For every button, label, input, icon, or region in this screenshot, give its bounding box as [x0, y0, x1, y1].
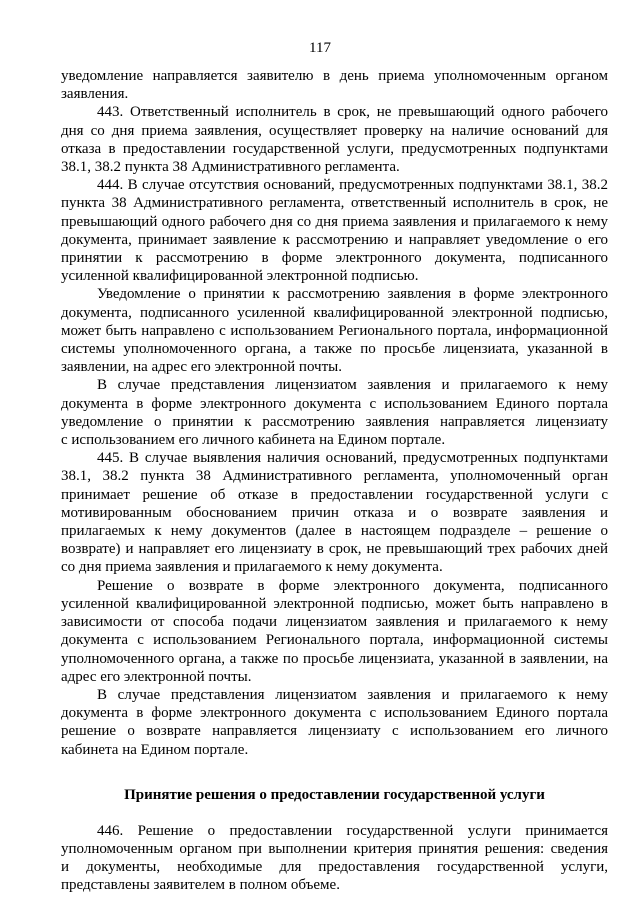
paragraph	[61, 67, 608, 103]
paragraph-line: с использованием его личного кабинета на Едином портале.	[61, 432, 446, 449]
paragraph-line: документа, подписанного усиленной квалифицированной электронной подписью,	[61, 304, 608, 321]
paragraph-line: уполномоченным органом при выполнении критерия принятия решения: сведения	[61, 840, 608, 857]
paragraph-line: Уведомление о принятии к рассмотрению заявления в форме электронного	[97, 286, 608, 303]
paragraph	[61, 822, 608, 895]
paragraph-line: уведомление направляется заявителю в день приема уполномоченным органом	[61, 68, 608, 84]
paragraph-line: Решение о возврате в форме электронного документа, подписанного	[97, 577, 608, 594]
paragraph-line: документа в форме электронного документа с использованием Единого портала	[61, 705, 608, 722]
paragraph-line: отказа в предоставлении государственной услуги, предусмотренных подпунктами	[61, 140, 608, 157]
paragraph-line: В случае представления лицензиатом заявления и прилагаемого к нему	[97, 377, 608, 394]
paragraph-line: дня со дня приема заявления, осуществляет проверку на наличие оснований для	[61, 122, 608, 139]
paragraph-line: уполномоченного органа, а также по просьбе лицензиата, указанной в заявлении, на	[61, 650, 608, 667]
paragraph-line: В случае представления лицензиатом заявления и прилагаемого к нему	[97, 686, 608, 703]
paragraph-line: и документы, необходимые для предоставления государственной услуги,	[61, 859, 608, 876]
paragraph-line: представлены заявителем в полном объеме.	[61, 877, 340, 894]
paragraph	[61, 577, 608, 686]
paragraph-line: принятии к рассмотрению в форме электронного документа, подписанного	[61, 250, 608, 267]
paragraph	[61, 103, 608, 176]
section-heading: Принятие решения о предоставлении государственной услуги	[124, 786, 545, 803]
paragraph	[61, 176, 608, 285]
paragraph	[61, 686, 608, 759]
paragraph-line: 444. В случае отсутствия оснований, предусмотренных подпунктами 38.1, 38.2	[97, 177, 608, 194]
paragraph-line: пункта 38 Административного регламента, ответственный исполнитель в срок, не	[61, 195, 608, 212]
paragraph-line: документа с использованием Регионального портала, информационной системы	[61, 632, 608, 649]
paragraph	[61, 449, 608, 576]
paragraph-line: 38.1, 38.2 пункта 38 Административного регламента.	[61, 159, 400, 176]
paragraph-line: решение о возврате направляется лицензиату с использованием его личного	[61, 723, 608, 740]
paragraph-line: может быть направлено с использованием Регионального портала, информационной	[61, 322, 608, 339]
paragraph-group	[61, 67, 608, 759]
paragraph-line: мотивированным обоснованием причин отказа и о возврате заявления и	[61, 504, 608, 521]
paragraph-line: усиленной квалифицированной электронной подписью, может быть направлено в	[61, 595, 608, 612]
paragraph-line: со дня приема заявления и прилагаемого к нему документа.	[61, 559, 443, 576]
paragraph-line: адрес его электронной почты.	[61, 668, 252, 685]
paragraph-line: заявлении, на адрес его электронной почты.	[61, 359, 342, 376]
paragraph-line: прилагаемых к нему документов (далее в настоящем подразделе – решение о	[61, 523, 608, 540]
paragraph-line: документа, принимает заявление к рассмотрению и направляет уведомление о его	[61, 231, 608, 248]
paragraph-line: системы уполномоченного органа, а также по просьбе лицензиата, указанной в	[61, 341, 608, 358]
paragraph-line: заявления.	[61, 86, 129, 103]
paragraph-line: уведомление о принятии к рассмотрению заявления направляется лицензиату	[61, 413, 608, 430]
final-paragraph-group	[61, 822, 608, 895]
paragraph-line: 443. Ответственный исполнитель в срок, не превышающий одного рабочего	[97, 104, 608, 121]
paragraph-line: 445. В случае выявления наличия оснований, предусмотренных подпунктами	[97, 450, 608, 467]
paragraph	[61, 376, 608, 449]
paragraph-line: превышающий одного рабочего дня со дня приема заявления и прилагаемого к нему	[61, 213, 608, 230]
paragraph-line: зависимости от способа подачи лицензиатом заявления и прилагаемого к нему	[61, 614, 608, 631]
paragraph-line: 446. Решение о предоставлении государственной услуги принимается	[97, 822, 608, 839]
document-body	[61, 67, 608, 895]
paragraph-line: документа в форме электронного документа с использованием Единого портала	[61, 395, 608, 412]
paragraph-line: возврате) и направляет его лицензиату в срок, не превышающий трех рабочих дней	[61, 541, 608, 558]
paragraph	[61, 285, 608, 376]
page-number: 117	[309, 40, 331, 56]
paragraph-line: принимает решение об отказе в предоставлении государственной услуги с	[61, 486, 608, 503]
paragraph-line: усиленной квалифицированной электронной подписью.	[61, 268, 419, 285]
paragraph-line: кабинета на Едином портале.	[61, 741, 249, 758]
paragraph-line: 38.1, 38.2 пункта 38 Административного регламента, уполномоченный орган	[61, 468, 608, 485]
